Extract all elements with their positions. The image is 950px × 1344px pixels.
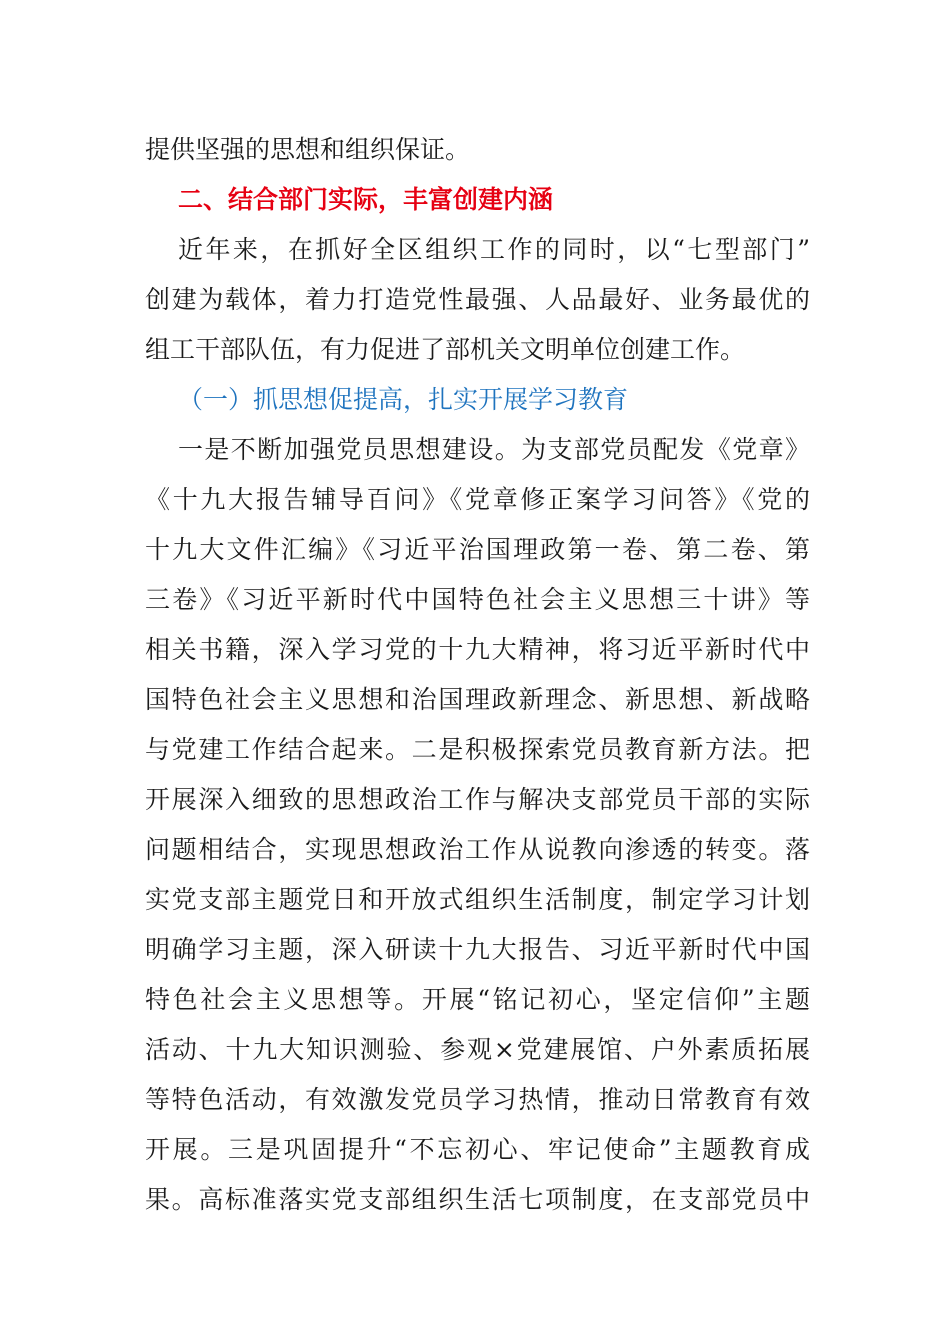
paragraph-line: 创建为载体，着力打造党性最强、人品最好、业务最优的: [145, 285, 810, 314]
paragraph-line: 组工干部队伍，有力促进了部机关文明单位创建工作。: [145, 335, 746, 364]
paragraph-line: 明确学习主题，深入研读十九大报告、习近平新时代中国: [145, 935, 810, 964]
paragraph-line: 一是不断加强党员思想建设。为支部党员配发《党章》: [178, 435, 810, 464]
paragraph-line: 提供坚强的思想和组织保证。: [145, 135, 471, 164]
paragraph-line: 三卷》《习近平新时代中国特色社会主义思想三十讲》等: [145, 585, 810, 614]
paragraph-line: 近年来，在抓好全区组织工作的同时，以“七型部门”: [178, 235, 810, 264]
paragraph-line: 问题相结合，实现思想政治工作从说教向渗透的转变。落: [145, 835, 810, 864]
paragraph-line: 特色社会主义思想等。开展“铭记初心，坚定信仰”主题: [145, 985, 810, 1014]
paragraph-line: 实党支部主题党日和开放式组织生活制度，制定学习计划: [145, 885, 810, 914]
paragraph-line: 活动、十九大知识测验、参观×党建展馆、户外素质拓展: [145, 1035, 810, 1064]
paragraph-line: 与党建工作结合起来。二是积极探索党员教育新方法。把: [145, 735, 810, 764]
section-heading: 二、结合部门实际，丰富创建内涵: [178, 185, 554, 214]
paragraph-line: 《十九大报告辅导百问》《党章修正案学习问答》《党的: [145, 485, 810, 514]
paragraph-line: 国特色社会主义思想和治国理政新理念、新思想、新战略: [145, 685, 810, 714]
paragraph-line: 十九大文件汇编》《习近平治国理政第一卷、第二卷、第: [145, 535, 810, 564]
paragraph-line: 开展。三是巩固提升“不忘初心、牢记使命”主题教育成: [145, 1135, 810, 1164]
paragraph-line: 相关书籍，深入学习党的十九大精神，将习近平新时代中: [145, 635, 810, 664]
paragraph-line: 果。高标准落实党支部组织生活七项制度，在支部党员中: [145, 1185, 810, 1214]
paragraph-line: 等特色活动，有效激发党员学习热情，推动日常教育有效: [145, 1085, 810, 1114]
subsection-heading: （一）抓思想促提高，扎实开展学习教育: [178, 385, 629, 414]
paragraph-line: 开展深入细致的思想政治工作与解决支部党员干部的实际: [145, 785, 810, 814]
